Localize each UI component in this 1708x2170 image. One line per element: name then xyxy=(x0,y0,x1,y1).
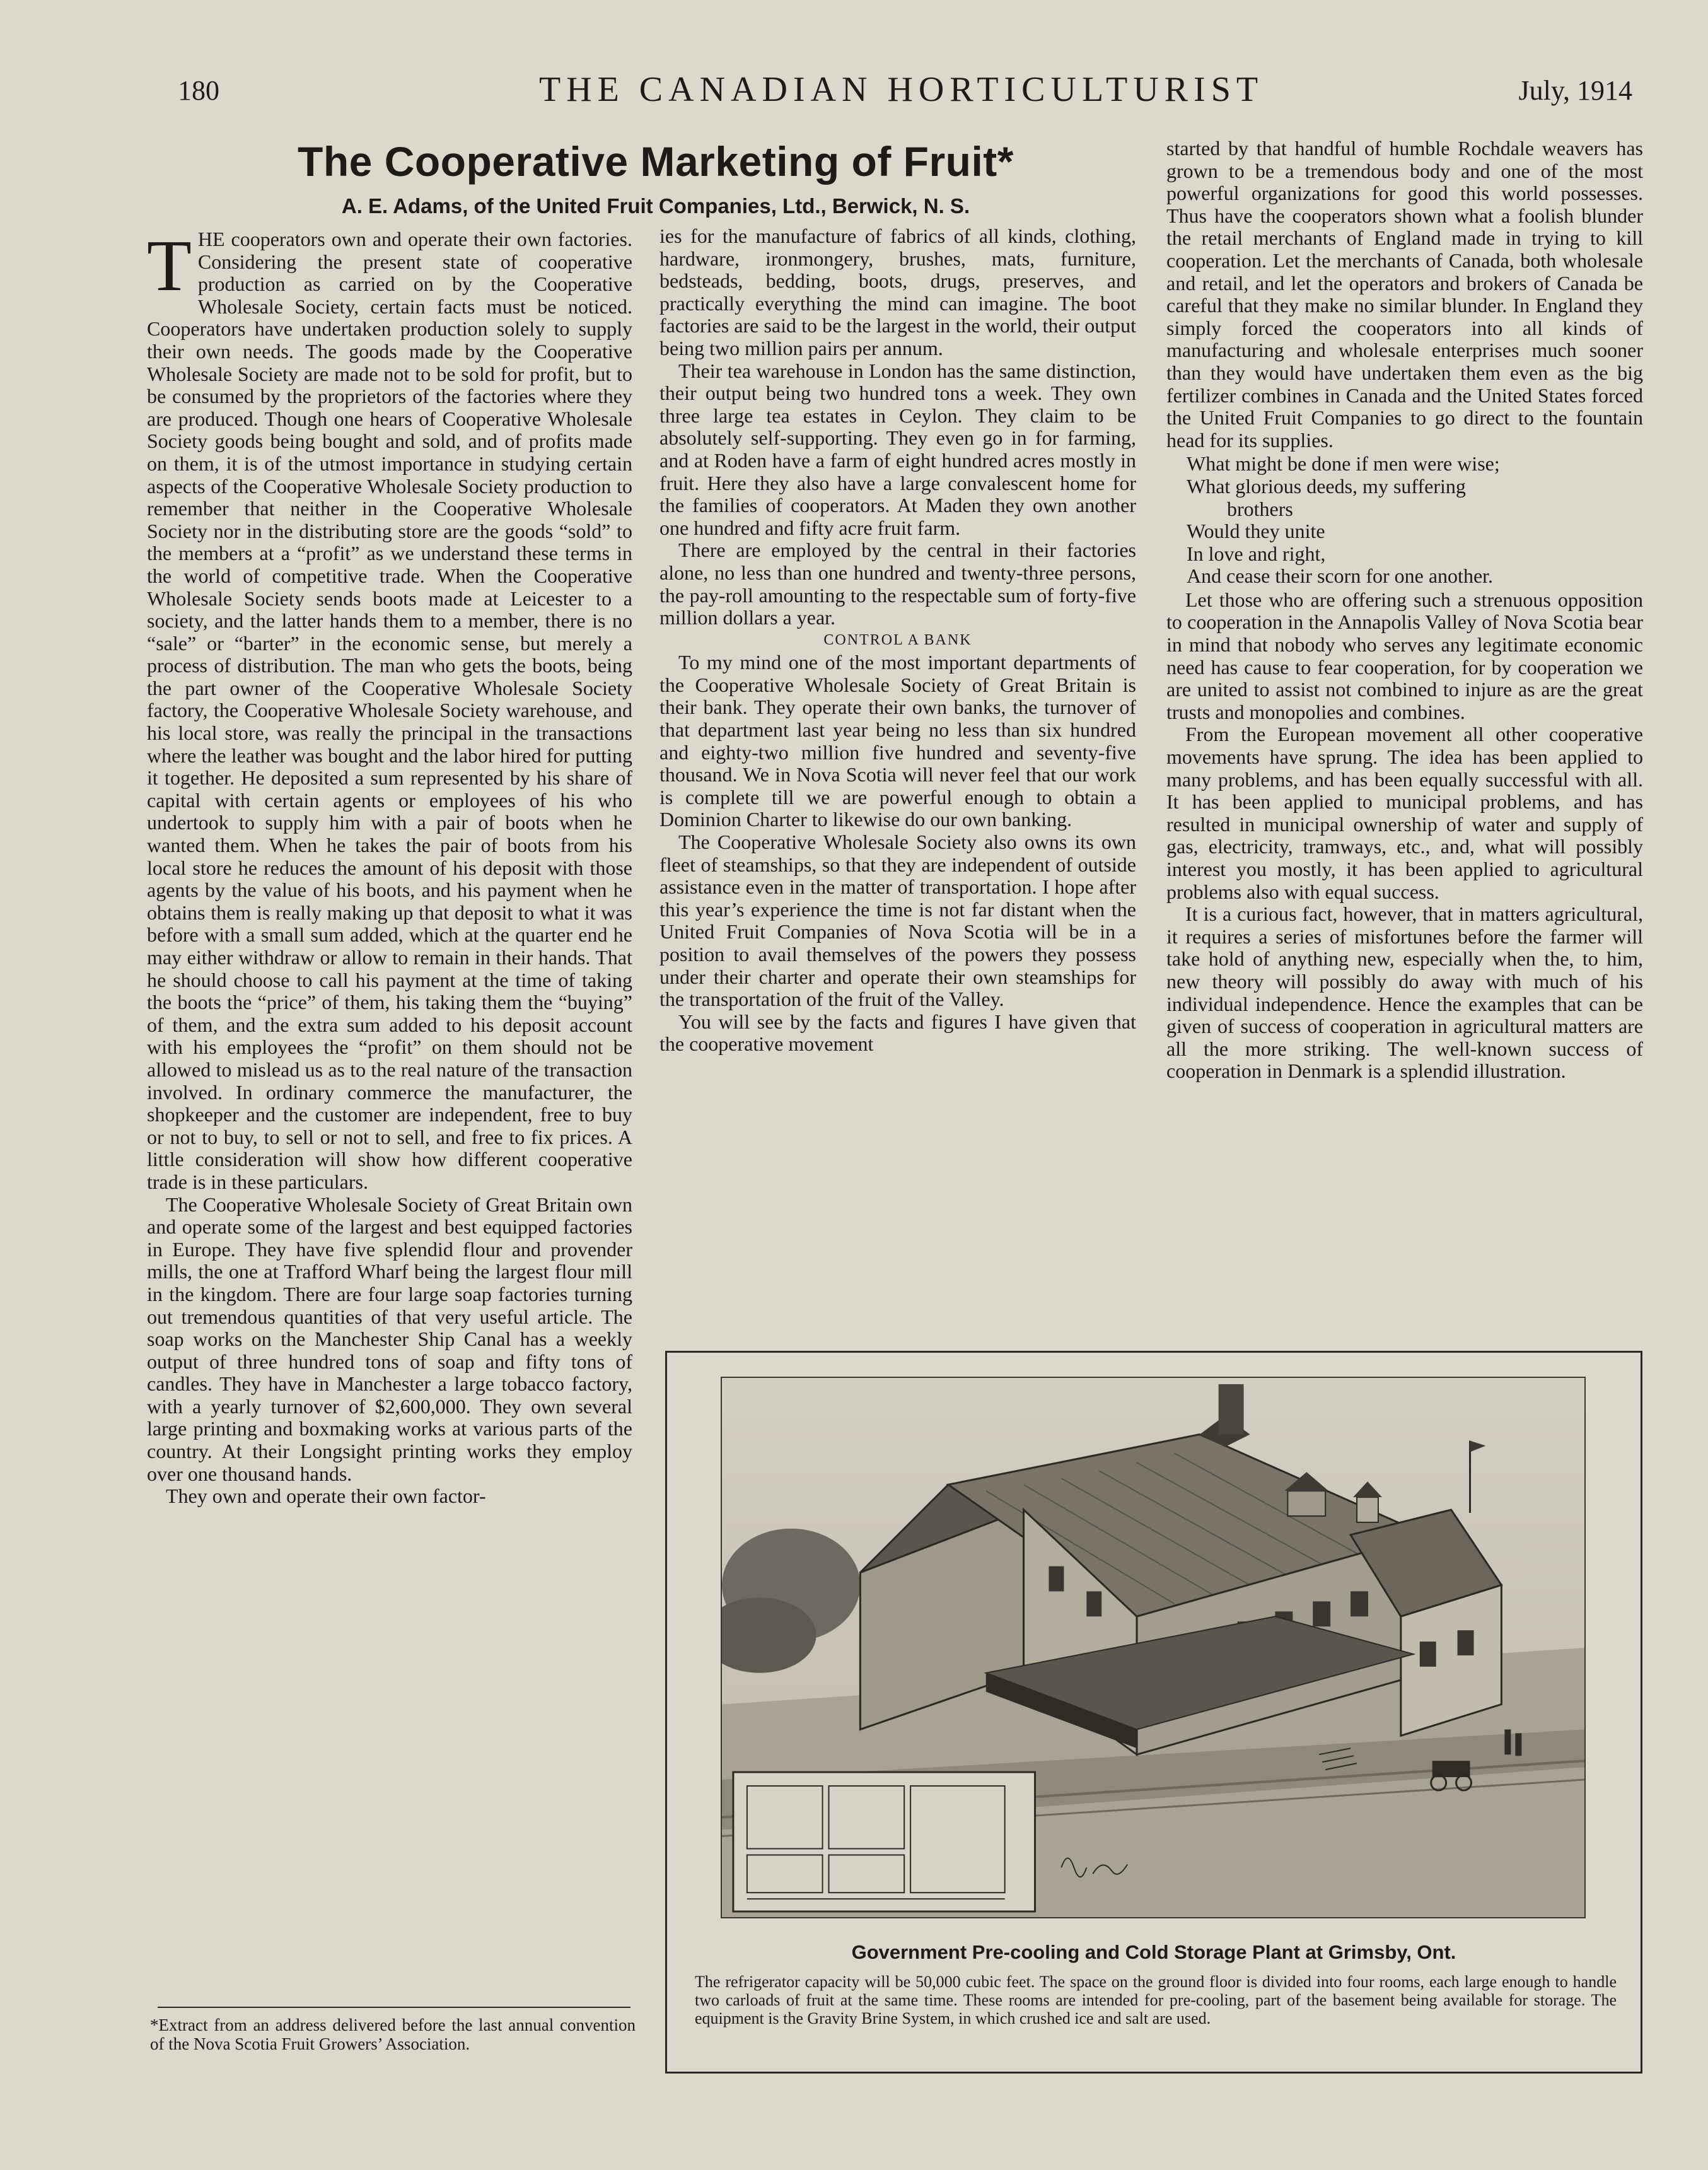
journal-title: THE CANADIAN HORTICULTURIST xyxy=(538,70,1264,109)
poem-line: And cease their scorn for one another. xyxy=(1187,564,1494,588)
paragraph: To my mind one of the most important departments of the Cooperative Wholesale Society of Great Britain is their bank. They operate their own banks, the turnover of that department last year being no less than six hundred and eighty-two million five hundred and seventy-five thousand. We in Nova Scotia will never feel that our work is complete till we are powerful enough to obtain a Dominion Charter to likewise do our own banking. xyxy=(659,651,1136,831)
article-heading xyxy=(189,137,1122,218)
paragraph: Let those who are offering such a strenuous opposition to cooperation in the Annapolis Valley of Nova Scotia bear in mind that nobody who serves any legitimate economic need has cause to fear cooperation, for by cooperation we are united to assist not combined to injure as are the great trusts and monopolies and combines. xyxy=(1166,588,1643,723)
footnote-divider xyxy=(158,2007,630,2008)
article-byline: A. E. Adams, of the United Fruit Companies, Ltd., Berwick, N. S. xyxy=(341,194,970,218)
poem-line: In love and right, xyxy=(1187,542,1326,565)
paragraph: There are employed by the central in their factories alone, no less than one hundred and twenty-three persons, the pay-roll amounting to the respectable sum of forty-five million dollars a year. xyxy=(659,539,1136,629)
paragraph: They own and operate their own factor- xyxy=(166,1485,486,1508)
poem-line: Would they unite xyxy=(1187,520,1325,543)
drop-cap: T xyxy=(147,226,192,306)
column-3 xyxy=(1166,137,1643,1083)
paragraph: started by that handful of humble Rochdale weavers has grown to be a tremendous body and one of the most powerful organizations for good this world possesses. Thus have the cooperators shown what a foolish blunder the retail merchants of England made in trying to kill cooperation. Let the merchants of Canada, both wholesale and retail, and let the operators and brokers of Canada be careful that they make no similar blunder. In England they simply forced the cooperators into all kinds of manufacturing and wholesale enterprises much sooner than they would have undertaken them even as the big fertilizer combines in Canada and the United States forced the United Fruit Companies to go direct to the fountain head for its supplies. xyxy=(1166,137,1643,452)
column-2 xyxy=(659,225,1136,1056)
footnote: *Extract from an address delivered before the last annual convention of the Nova Scotia Fruit Growers’ Association. xyxy=(150,2015,636,2053)
paragraph: ies for the manufacture of fabrics of all kinds, clothing, hardware, ironmongery, brushes, mats, furniture, bedsteads, bedding, boots, drugs, preserves, and practically everything the mind can imagine. The boot factories are said to be the largest in the world, their output being two million pairs per annum. xyxy=(659,225,1136,359)
paragraph: The Cooperative Wholesale Society also owns its own fleet of steamships, so that they are independent of outside assistance even in the matter of transportation. I hope after this year’s experience the time is not far distant when the United Fruit Companies of Nova Scotia will be in a position to avail themselves of the powers they possess under their charter and operate their own steamships for the transportation of the fruit of the Valley. xyxy=(659,831,1136,1011)
paragraph: From the European movement all other cooperative movements have sprung. The idea has been applied to many problems, and has been equally successful with all. It has been applied to municipal problems, and has resulted in municipal ownership of water and supply of gas, electricity, tramways, etc., and, what will possibly interest you mostly, it has been applied to agricultural problems also with equal success. xyxy=(1166,723,1643,903)
column-1 xyxy=(147,228,632,1508)
section-subhead: CONTROL A BANK xyxy=(823,631,972,648)
paragraph: You will see by the facts and figures I have given that the cooperative movement xyxy=(659,1010,1136,1056)
cold-storage-plant-illustration xyxy=(721,1377,1586,1918)
paragraph: THE cooperators own and operate their own factories. Considering the present state of cooperative production as carried on by the Cooperative Wholesale Society, certain facts must be noticed. Cooperators have undertaken production solely to supply their own needs. The goods made by the Cooperative Wholesale Society are made not to be sold for profit, but to be consumed by the proprietors of the factories where they are produced. Though one hears of Cooperative Wholesale Society goods being bought and sold, and of profits made on them, it is of the utmost importance in studying certain aspects of the Cooperative Wholesale Society production to remember that neither in the Cooperative Wholesale Society nor in the distributing store are the goods “sold” to the members at a “profit” as we understand these terms in the world of competitive trade. When the Cooperative Wholesale Society sends boots made at Leicester to a society, and the latter hands them to a member, there is no “sale” or “barter” in the economic sense, but merely a process of distribution. The man who gets the boots, being the part owner of the Cooperative Wholesale Society factory, the Cooperative Wholesale Society warehouse, and his local store, was really the principal in the transactions where the leather was bought and the labor hired for putting it together. He deposited a sum represented by his share of capital with certain agents or employees of his who undertook to supply him with a pair of boots when he wanted them. When he takes the pair of boots from his local store he reduces the amount of his deposit with those agents by the value of his boots, and his payment when he obtains them is really making up that deposit to what it was before with a small sum added, which at the quarter end he may either withdraw or allow to remain in their hands. That he should choose to call his payment at the time of taking the boots the “price” of them, his taking them the “buying” of them, and the extra sum added to his deposit account with his employees the “profit” on them should not be allowed to mislead us as to the real nature of the transaction involved. In ordinary commerce the manufacturer, the shopkeeper and the customer are independent, free to buy or not to buy, to sell or not to sell, and free to fix prices. A little consideration will show how different cooperative trade is in these particulars. xyxy=(147,226,632,1193)
poem-line: What might be done if men were wise; xyxy=(1187,452,1500,475)
poem-quote xyxy=(1187,453,1643,588)
paragraph: Their tea warehouse in London has the same distinction, their output being two hundred tons a week. They own three large tea estates in Ceylon. They claim to be absolutely self-supporting. They even go in for farming, and at Roden have a farm of eight hundred acres mostly in fruit. Here they also have a large convalescent home for the families of cooperators. At Maden they own another one hundred and fifty acre fruit farm. xyxy=(659,359,1136,539)
paragraph: It is a curious fact, however, that in matters agricultural, it requires a series of misfortunes before the farmer will take hold of anything new, especially when the, to him, new theory will possibly do away with much of his individual independence. Hence the examples that can be given of success of cooperation in agricultural matters are all the more striking. The well-known success of cooperation in Denmark is a splendid illustration. xyxy=(1166,902,1643,1083)
figure-caption-title: Government Pre-cooling and Cold Storage Plant at Grimsby, Ont. xyxy=(851,1941,1456,1963)
issue-date: July, 1914 xyxy=(1518,75,1632,106)
article-title: The Cooperative Marketing of Fruit* xyxy=(298,138,1014,185)
page-number: 180 xyxy=(178,75,219,106)
poem-line: brothers xyxy=(1227,497,1293,520)
running-header xyxy=(170,68,1632,119)
paragraph: The Cooperative Wholesale Society of Great Britain own and operate some of the largest and best equipped factories in Europe. They have five splendid flour and provender mills, the one at Trafford Wharf being the largest flour mill in the kingdom. There are four large soap factories turning out tremendous quantities of that very useful article. The soap works on the Manchester Ship Canal has a weekly output of three hundred tons of soap and fifty tons of candles. They have in Manchester a large tobacco factory, with a yearly turnover of $2,600,000. They own several large printing and boxmaking works at various parts of the country. At their Longsight printing works they employ over one thousand hands. xyxy=(147,1193,632,1485)
floor-plan-inset xyxy=(733,1772,1035,1911)
building-drawing xyxy=(722,1378,1584,1917)
poem-line: What glorious deeds, my suffering xyxy=(1187,474,1466,498)
figure-caption-body: The refrigerator capacity will be 50,000 cubic feet. The space on the ground floor is divided into four rooms, each large enough to handle two carloads of fruit at the same time. These rooms are intended for pre-cooling, part of the basement being available for storage. The equipment is the Gravity Brine System, in which crushed ice and salt are used. xyxy=(695,1973,1617,2027)
